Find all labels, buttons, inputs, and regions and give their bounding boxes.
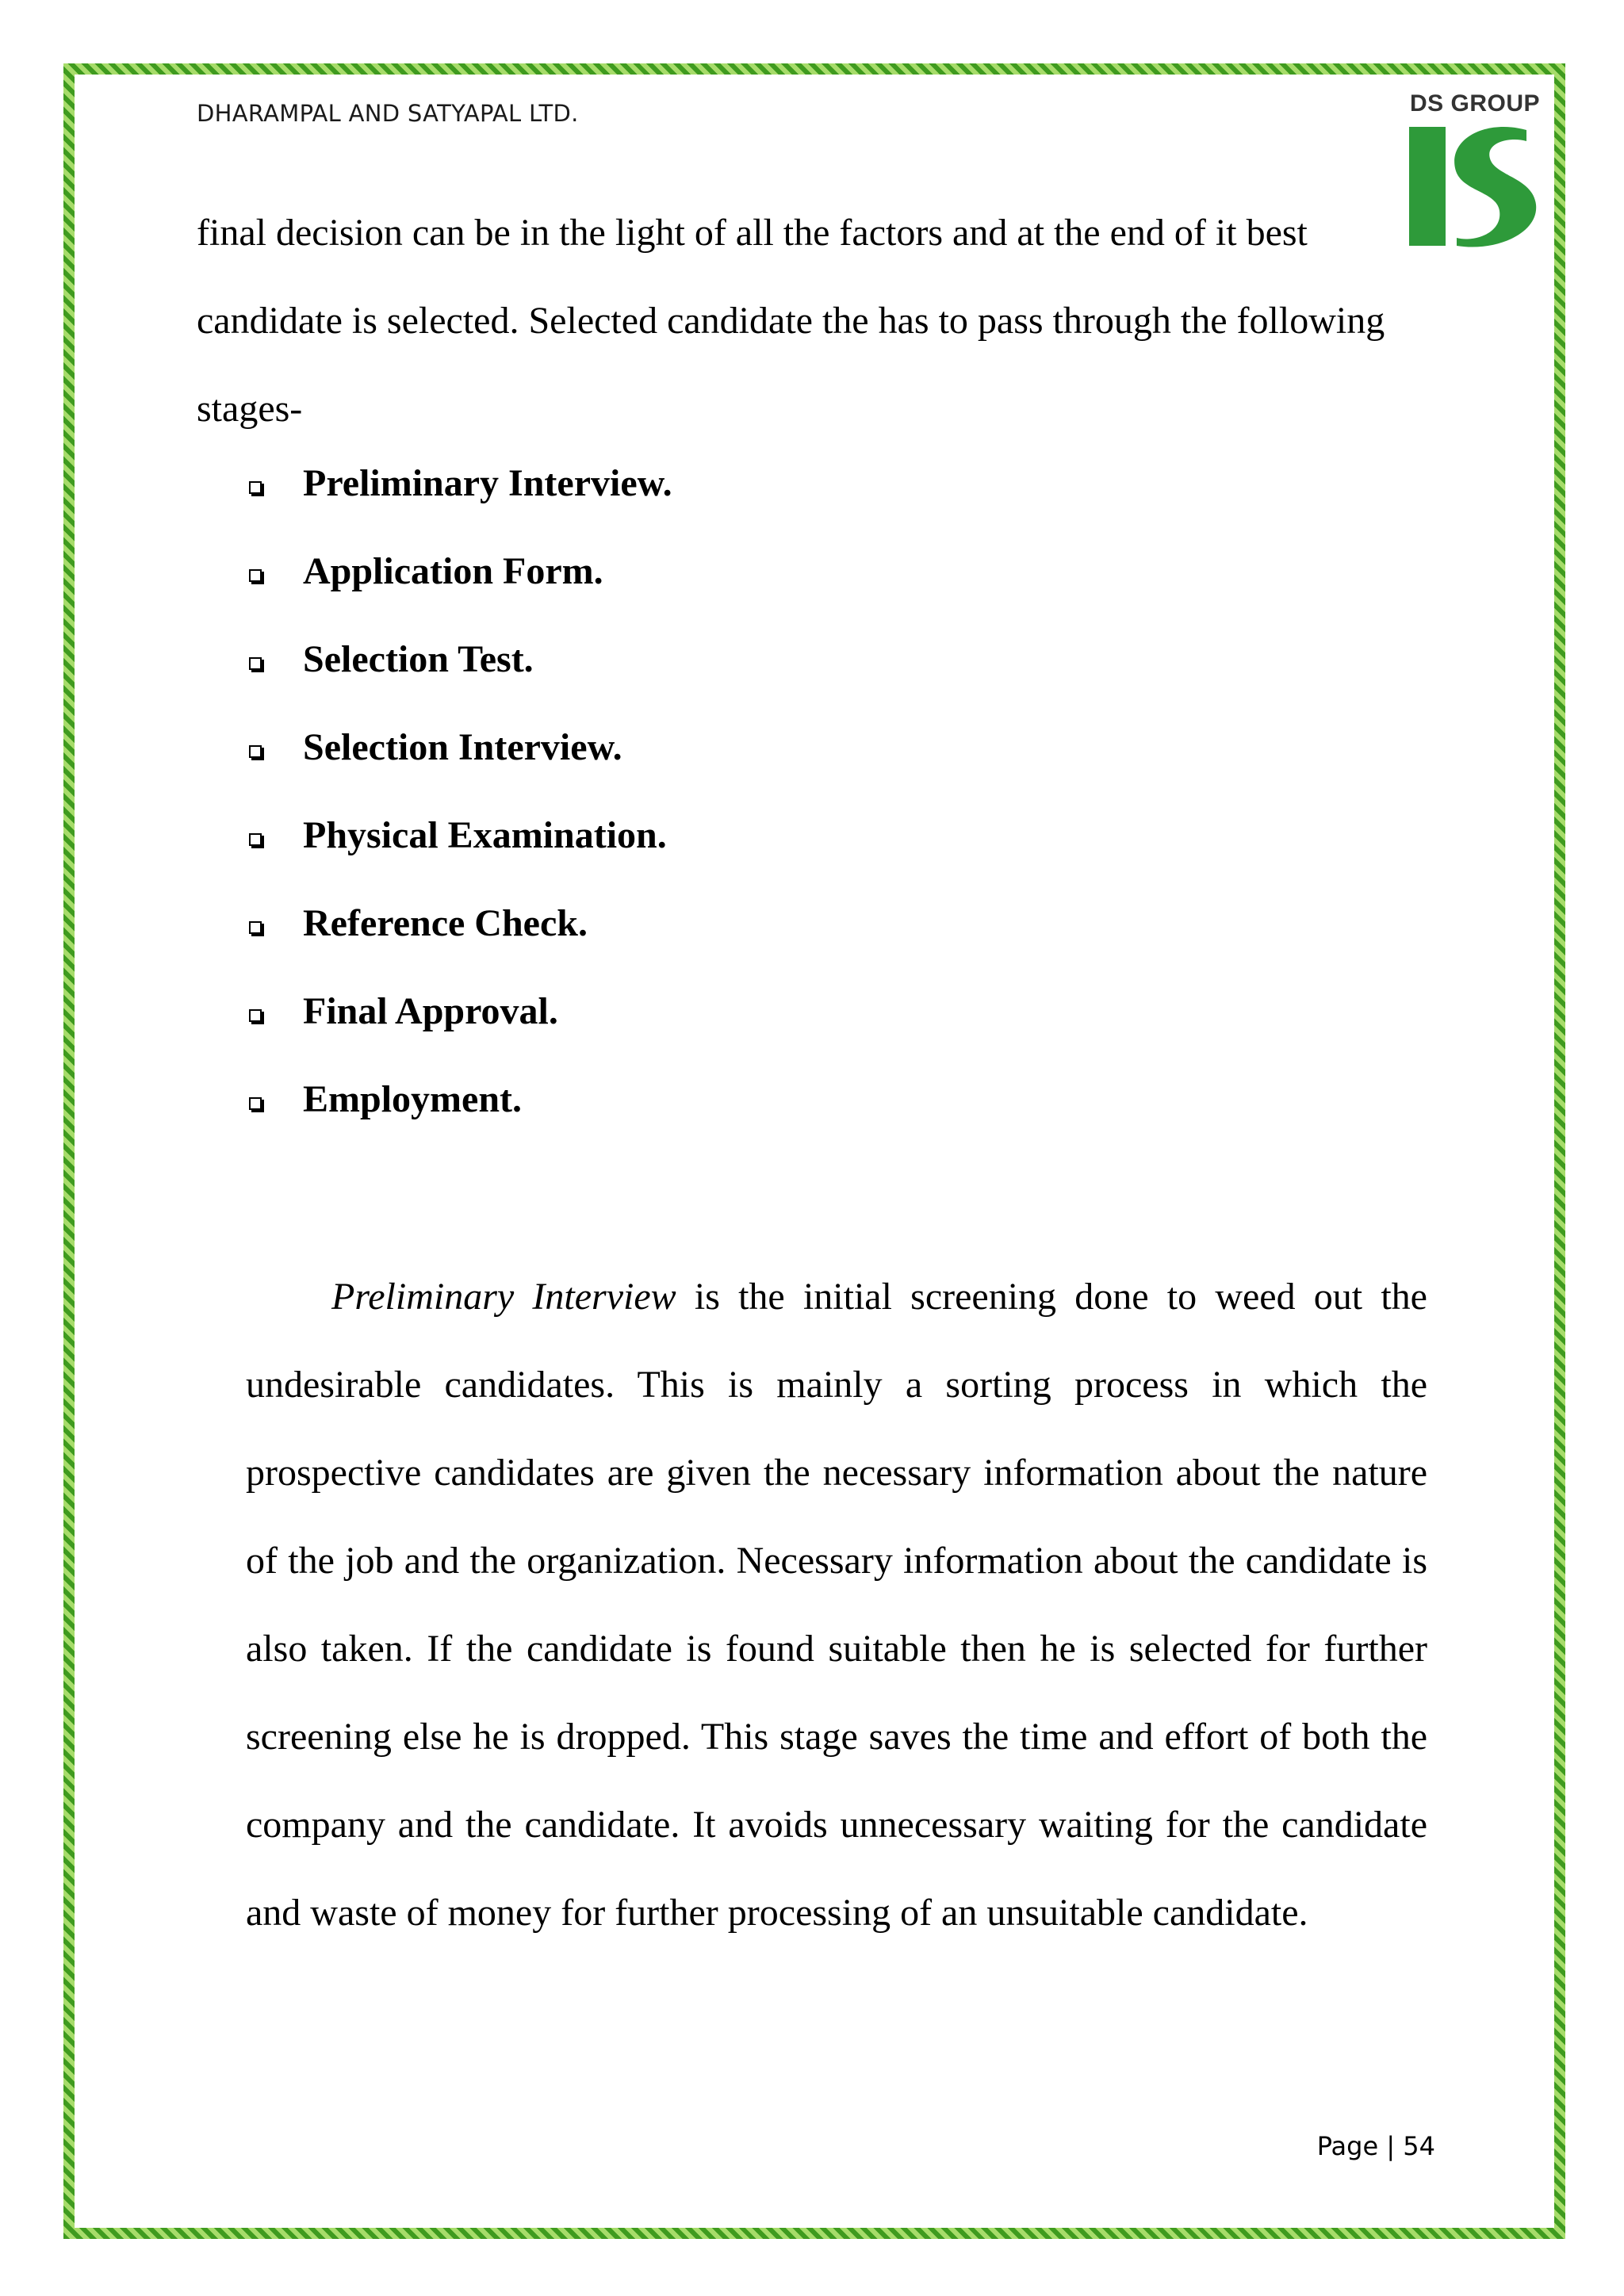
page-number: Page | 54	[1316, 2131, 1435, 2161]
square-bullet-icon	[249, 481, 262, 494]
stage-label: Reference Check.	[303, 902, 588, 944]
square-bullet-icon	[249, 745, 262, 758]
stage-label: Application Form.	[303, 550, 603, 592]
header-company-name: DHARAMPAL AND SATYAPAL LTD.	[197, 100, 579, 127]
square-bullet-icon	[249, 569, 262, 582]
square-bullet-icon	[249, 1097, 262, 1110]
square-bullet-icon	[249, 833, 262, 846]
stage-label: Physical Examination.	[303, 814, 667, 856]
stage-label: Preliminary Interview.	[303, 462, 672, 504]
intro-paragraph	[197, 189, 1434, 453]
list-item	[197, 527, 672, 615]
list-item	[197, 879, 672, 967]
square-bullet-icon	[249, 1009, 262, 1022]
stage-label: Final Approval.	[303, 990, 558, 1032]
stage-label: Employment.	[303, 1078, 522, 1120]
stages-list	[197, 439, 672, 1143]
list-item	[197, 791, 672, 879]
list-item	[197, 439, 672, 527]
list-item	[197, 703, 672, 791]
stage-label: Selection Test.	[303, 638, 534, 680]
square-bullet-icon	[249, 921, 262, 934]
paragraph-lead: Preliminary Interview	[331, 1276, 676, 1318]
stage-label: Selection Interview.	[303, 726, 622, 768]
intro-line-3: stages-	[197, 388, 303, 430]
preliminary-interview-paragraph	[246, 1253, 1427, 1957]
logo-text: DS GROUP	[1409, 90, 1541, 117]
list-item	[197, 967, 672, 1055]
intro-line-2: candidate is selected. Selected candidate the has to pass through the following	[197, 300, 1385, 342]
paragraph-body: is the initial screening done to weed out the undesirable candidates. This is mainly a sorting process in which the prospective candidates are given the necessary information about the nature of the job and the organization. Necessary information about the candidate is also taken. If the candidate is found suitable then he is selected for further screening else he is dropped. This stage saves the time and effort of both the company and the candidate. It avoids unnecessary waiting for the candidate and waste of money for further processing of an unsuitable candidate.	[246, 1276, 1427, 1934]
list-item	[197, 1055, 672, 1143]
intro-line-1: final decision can be in the light of all the factors and at the end of it best	[197, 212, 1308, 254]
list-item	[197, 615, 672, 703]
square-bullet-icon	[249, 657, 262, 670]
